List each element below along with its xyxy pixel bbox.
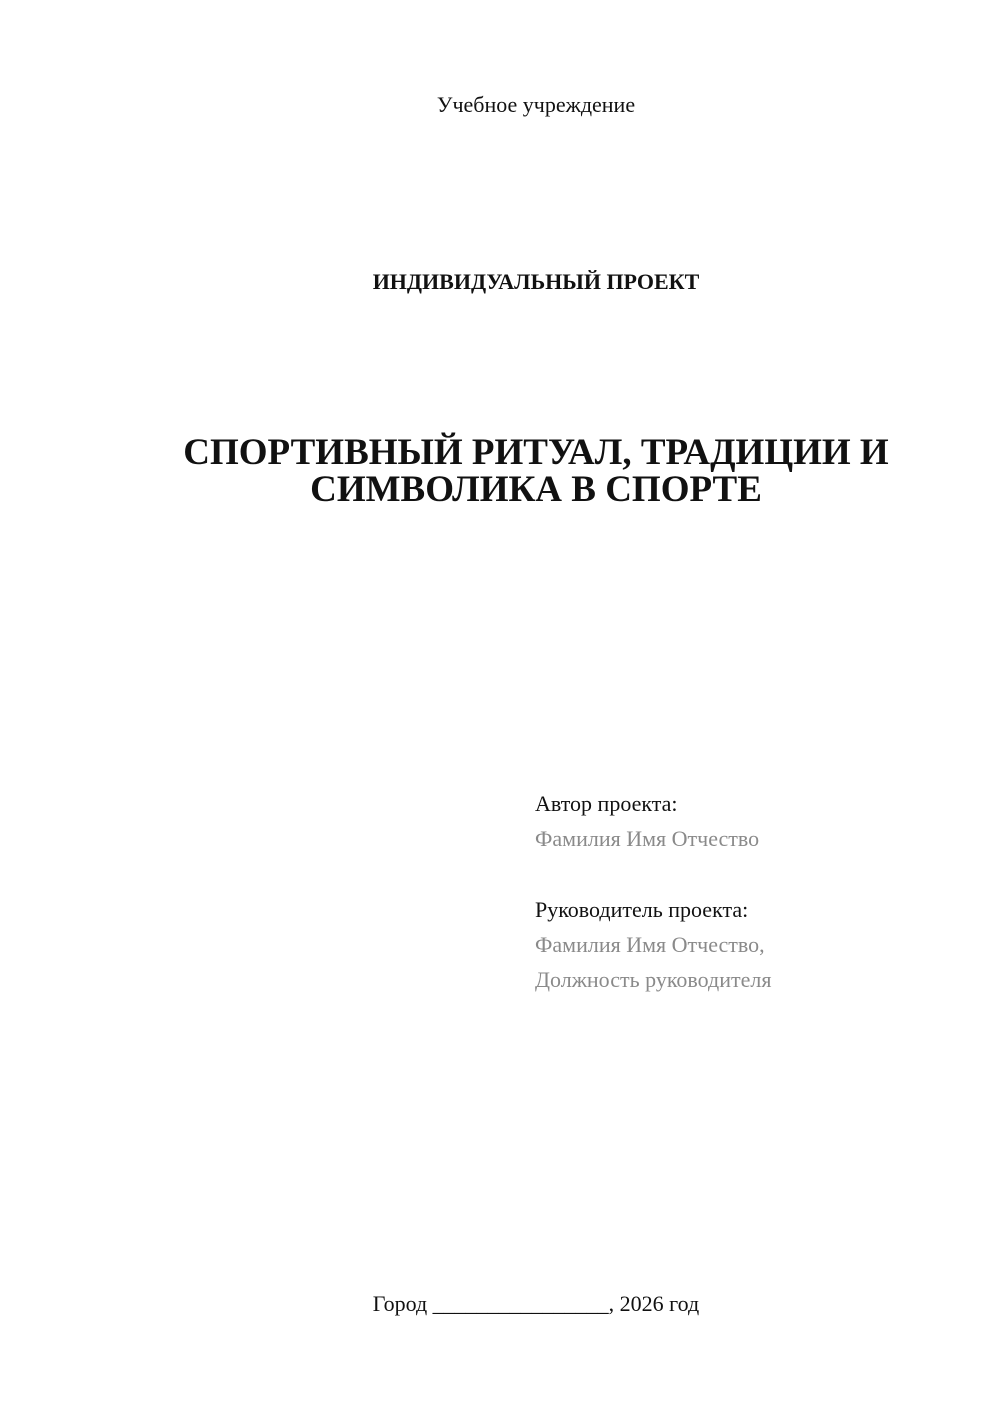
author-block [535, 786, 759, 856]
supervisor-block [535, 892, 771, 997]
author-label: Автор проекта: [535, 791, 678, 816]
city-year-line: Город ________________, 2026 год [372, 1291, 700, 1316]
supervisor-name: Фамилия Имя Отчество, [535, 932, 765, 957]
project-type-heading: ИНДИВИДУАЛЬНЫЙ ПРОЕКТ [372, 269, 700, 294]
author-name: Фамилия Имя Отчество [535, 826, 760, 851]
supervisor-position: Должность руководителя [535, 967, 772, 992]
document-title-line-2: СИМВОЛИКА В СПОРТЕ [310, 469, 762, 510]
institution-name: Учебное учреждение [436, 92, 636, 117]
document-title [0, 434, 1000, 508]
supervisor-label: Руководитель проекта: [535, 897, 749, 922]
document-title-line-1: СПОРТИВНЫЙ РИТУАЛ, ТРАДИЦИИ И [183, 432, 889, 473]
